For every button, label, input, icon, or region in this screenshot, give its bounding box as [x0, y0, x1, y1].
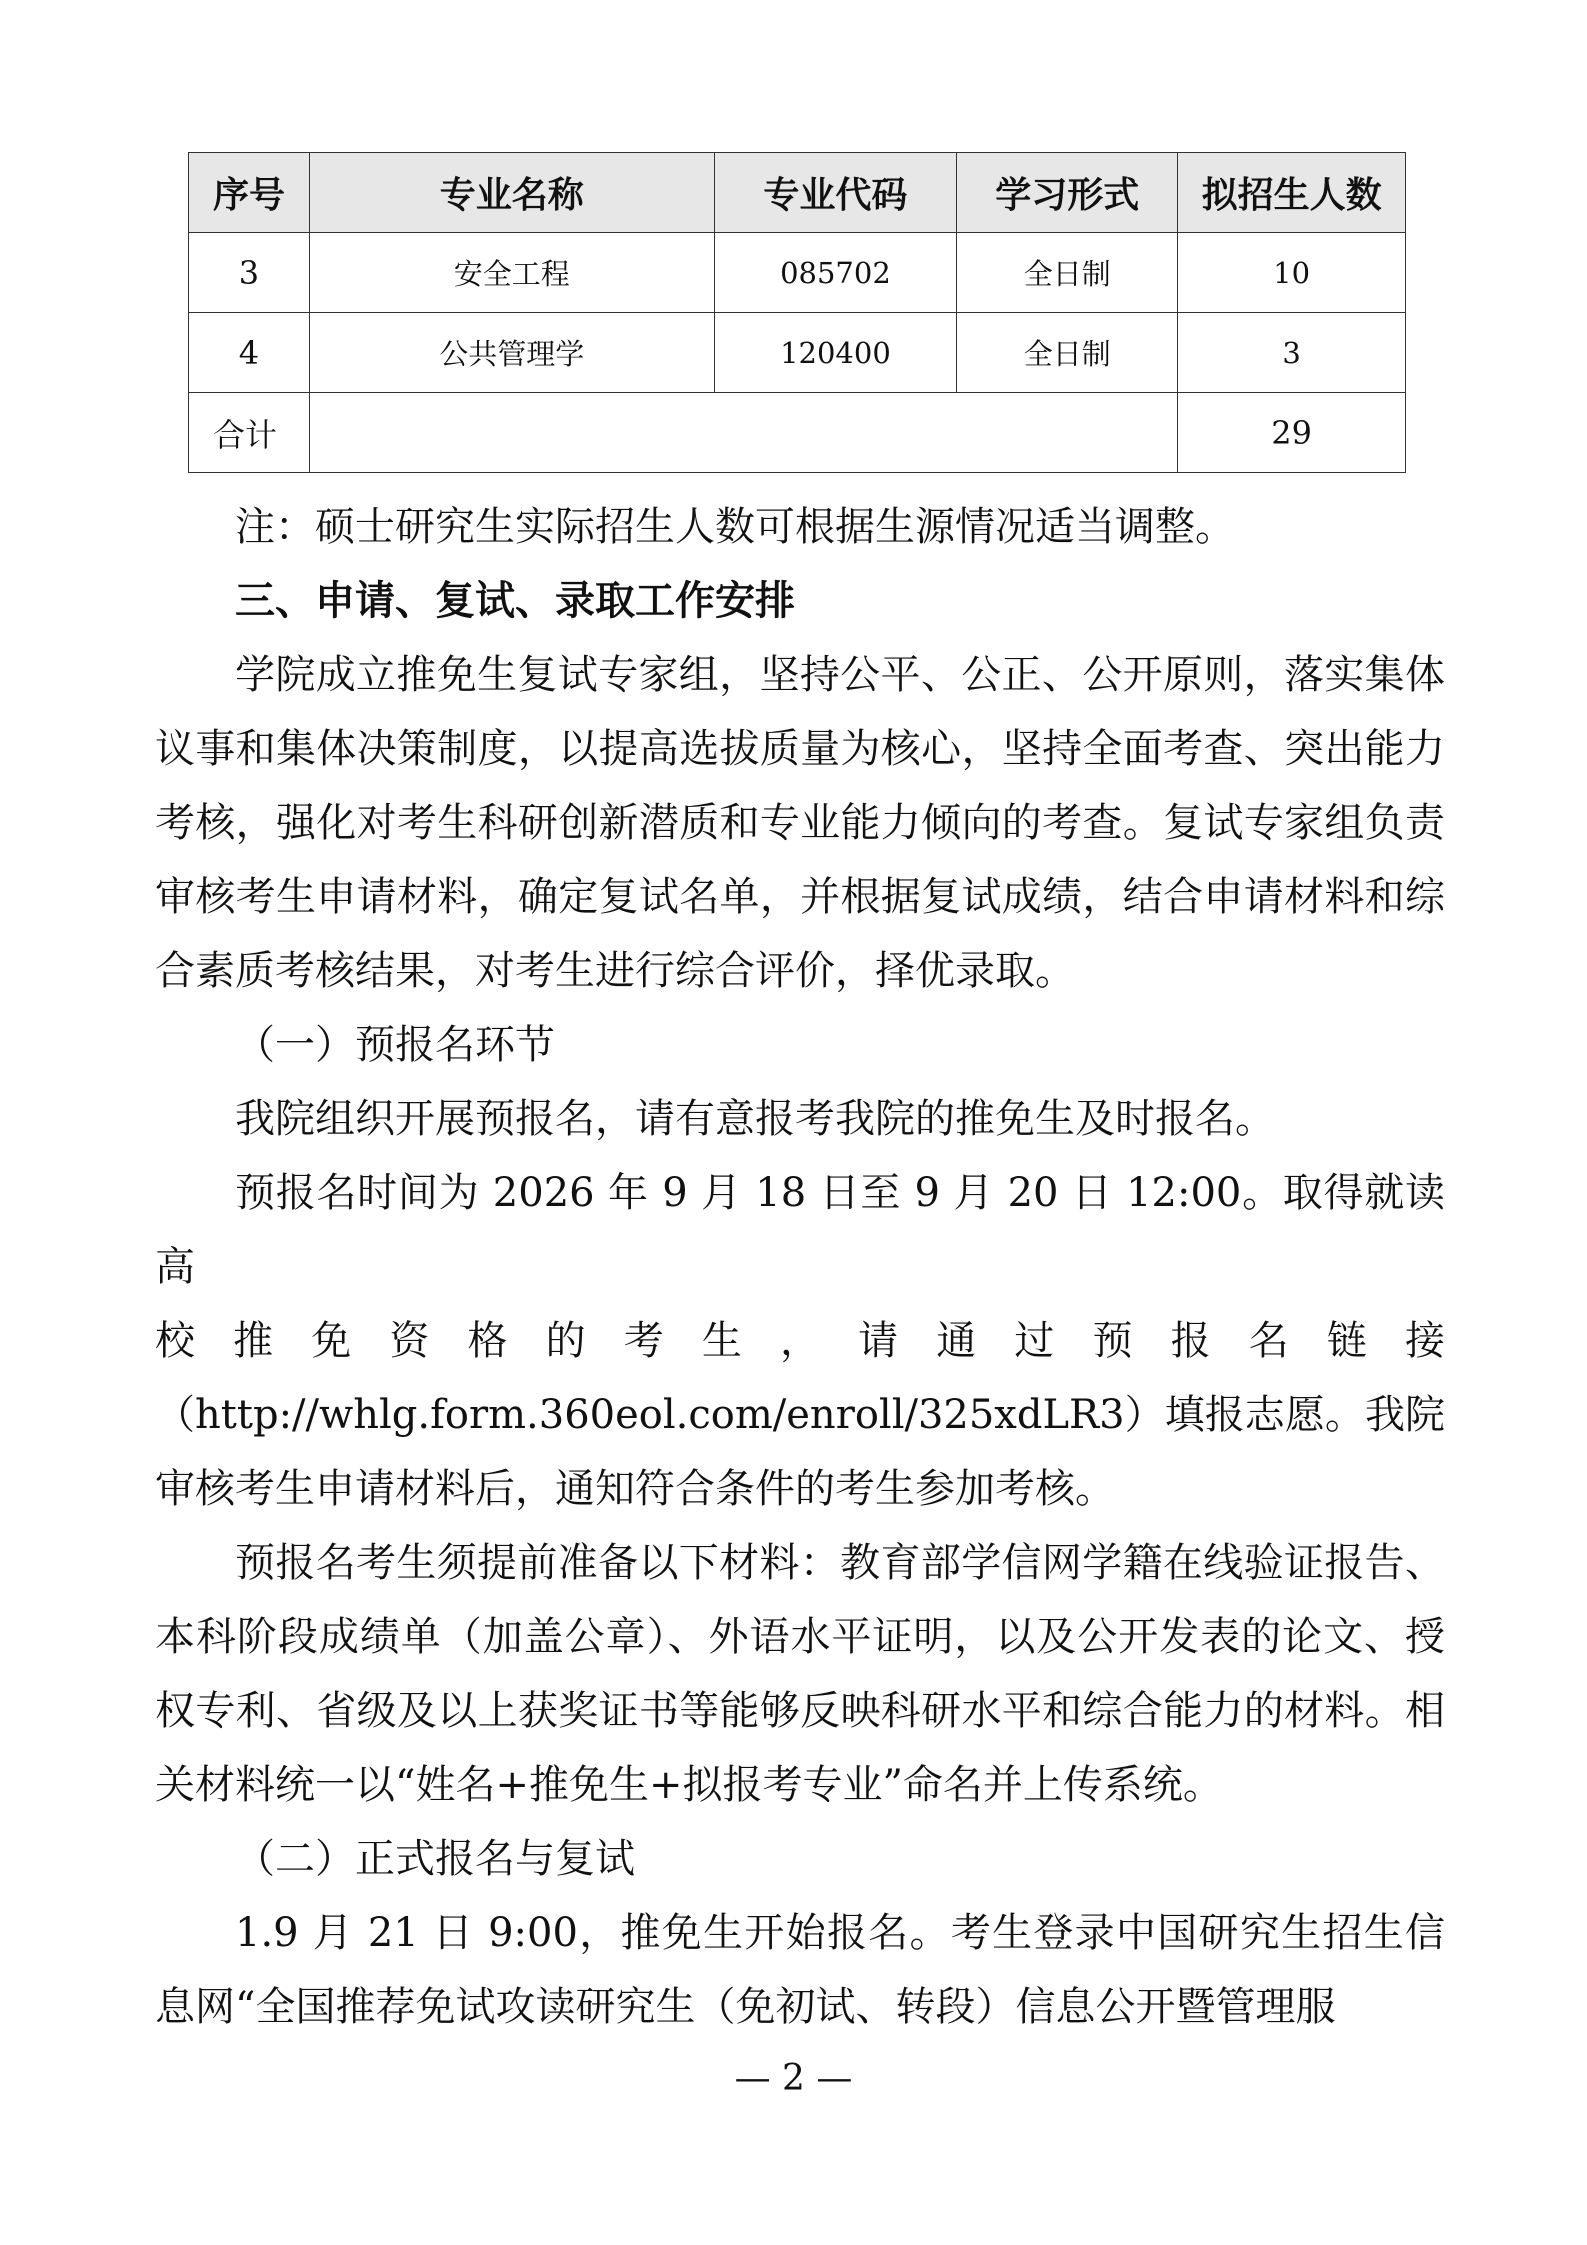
total-empty-cell	[309, 393, 1177, 473]
subsection-heading: （一）预报名环节	[235, 1022, 555, 1068]
pre-registration-time-line: 预报名时间为 2026 年 9 月 18 日至 9 月 20 日 12:00。取得就读高	[155, 1170, 1445, 1290]
row-planned-count: 10	[1178, 233, 1406, 313]
row-major-code: 085702	[714, 233, 957, 313]
row-major-name: 安全工程	[309, 233, 714, 313]
row-index: 4	[189, 313, 310, 393]
row-study-mode: 全日制	[957, 233, 1178, 313]
header-major-code: 专业代码	[714, 153, 957, 233]
header-study-mode: 学习形式	[957, 153, 1178, 233]
document-body	[155, 490, 1445, 2044]
row-major-code: 120400	[714, 313, 957, 393]
total-label: 合计	[189, 393, 310, 473]
total-value: 29	[1178, 393, 1406, 473]
row-study-mode: 全日制	[957, 313, 1178, 393]
pre-registration-paragraph: 我院组织开展预报名，请有意报考我院的推免生及时报名。	[235, 1096, 1275, 1142]
row-index: 3	[189, 233, 310, 313]
page-number: — 2 —	[734, 2058, 853, 2099]
table-row	[189, 233, 1406, 313]
header-index: 序号	[189, 153, 310, 233]
header-planned-count: 拟招生人数	[1178, 153, 1406, 233]
section-heading: 三、申请、复试、录取工作安排	[235, 578, 795, 624]
row-major-name: 公共管理学	[309, 313, 714, 393]
materials-paragraph: 预报名考生须提前准备以下材料：教育部学信网学籍在线验证报告、本科阶段成绩单（加盖公章）、外语水平证明，以及公开发表的论文、授权专利、省级及以上获奖证书等能够反映科研水平和综合能力的材料。相关材料统一以“姓名+推免生+拟报考专业”命名并上传系统。	[155, 1540, 1445, 1808]
registration-paragraph: 1.9 月 21 日 9:00，推免生开始报名。考生登录中国研究生招生信息网“全国推荐免试攻读研究生（免初试、转段）信息公开暨管理服	[155, 1910, 1445, 2030]
row-planned-count: 3	[1178, 313, 1406, 393]
table-header-row	[189, 153, 1406, 233]
table-total-row	[189, 393, 1406, 473]
pre-registration-url-paragraph: （http://whlg.form.360eol.com/enroll/325xdLR3）填报志愿。我院审核考生申请材料后，通知符合条件的考生参加考核。	[155, 1392, 1445, 1512]
table-row	[189, 313, 1406, 393]
admission-quota-table	[188, 152, 1406, 473]
quota-note: 注：硕士研究生实际招生人数可根据生源情况适当调整。	[235, 504, 1235, 550]
pre-registration-link-line: 校 推 免 资 格 的 考 生 ， 请 通 过 预 报 名 链 接	[155, 1318, 1445, 1364]
section-intro-paragraph: 学院成立推免生复试专家组，坚持公平、公正、公开原则，落实集体议事和集体决策制度，以提高选拔质量为核心，坚持全面考查、突出能力考核，强化对考生科研创新潜质和专业能力倾向的考查。复试专家组负责审核考生申请材料，确定复试名单，并根据复试成绩，结合申请材料和综合素质考核结果，对考生进行综合评价，择优录取。	[155, 652, 1445, 994]
header-major-name: 专业名称	[309, 153, 714, 233]
subsection-heading: （二）正式报名与复试	[235, 1836, 635, 1882]
